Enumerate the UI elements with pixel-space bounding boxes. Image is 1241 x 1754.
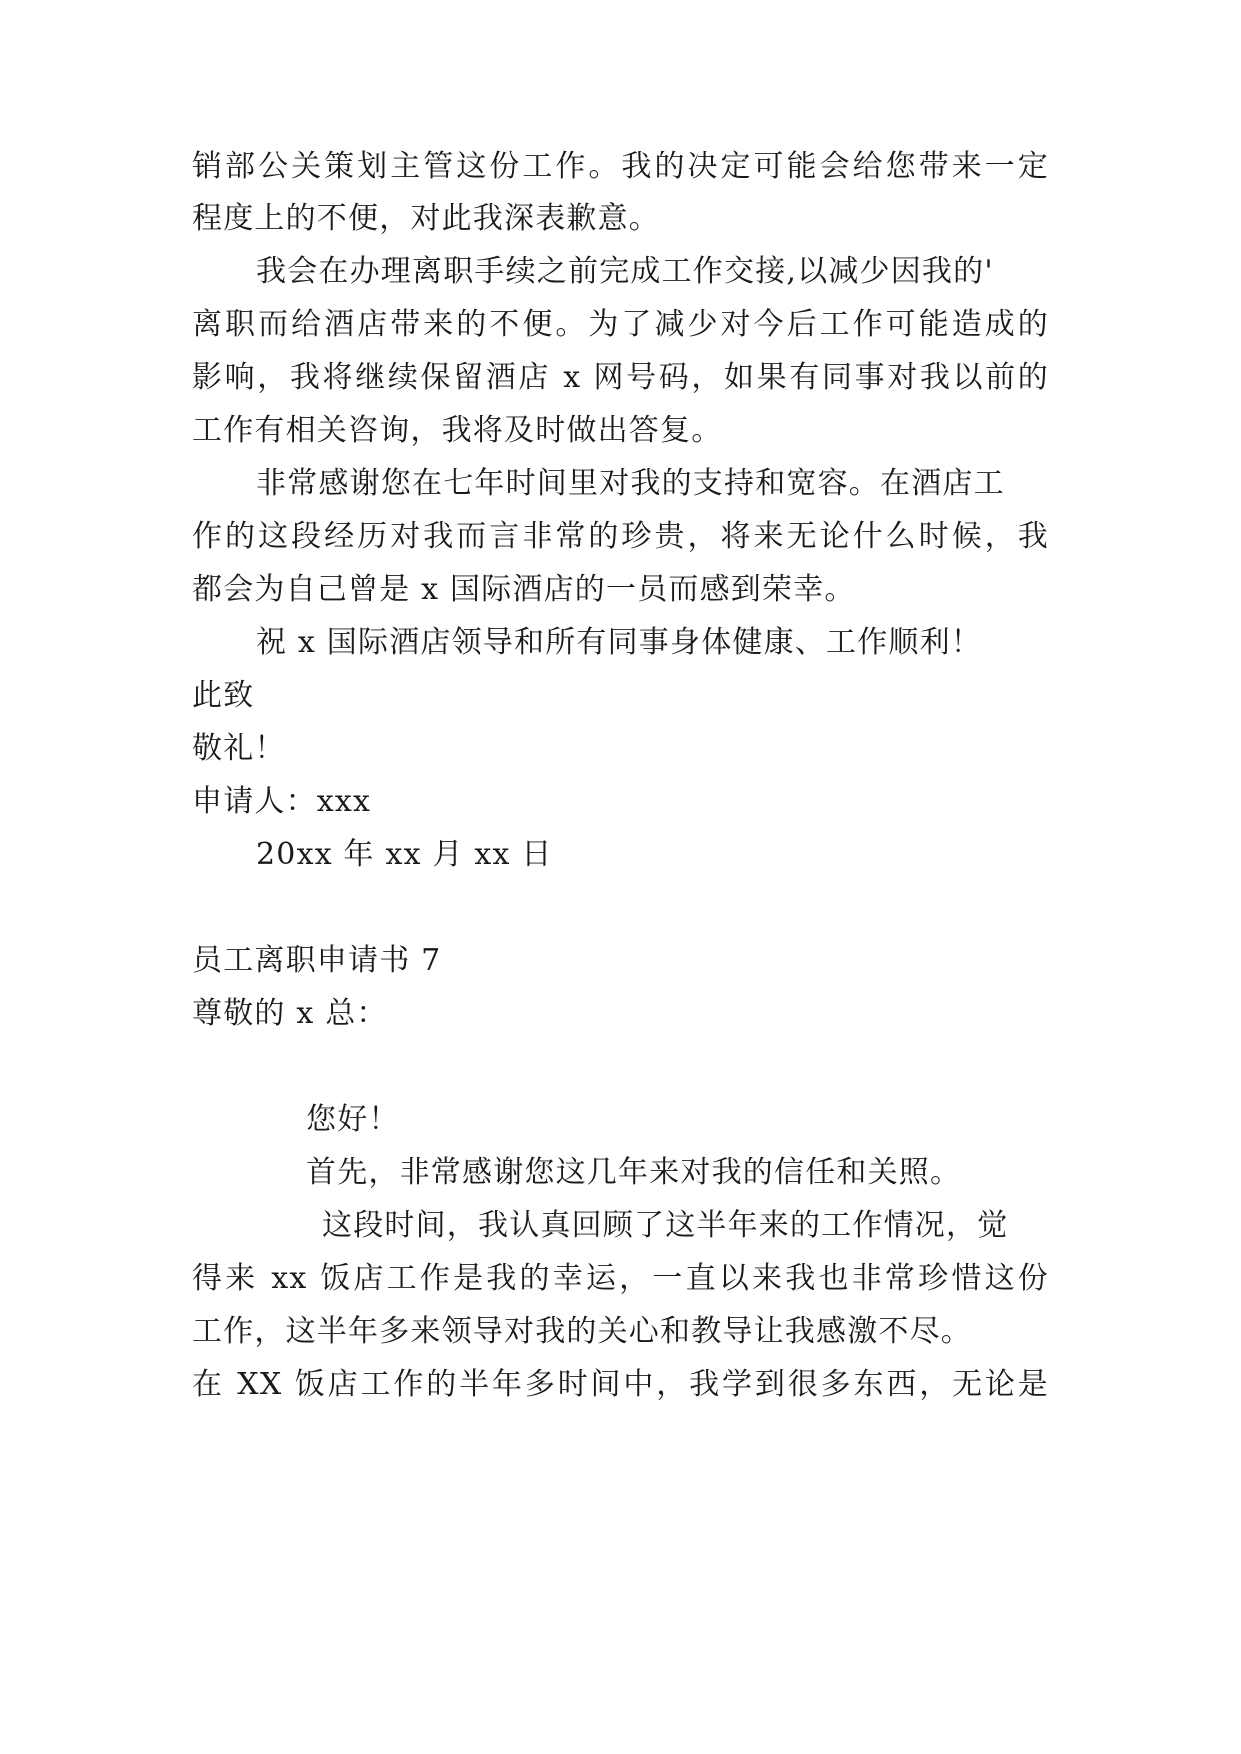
text-line-review: 这段时间，我认真回顾了这半年来的工作情况，觉 bbox=[322, 1208, 1009, 1243]
applicant-signature: 申请人：xxx bbox=[192, 784, 372, 819]
text-line-7: 非常感谢您在七年时间里对我的支持和宽容。在酒店工 bbox=[256, 466, 1005, 501]
letter-greeting: 尊敬的 x 总： bbox=[192, 996, 388, 1031]
text-line-9: 都会为自己曾是 x 国际酒店的一员而感到荣幸。 bbox=[192, 572, 856, 607]
text-line-3: 我会在办理离职手续之前完成工作交接,以减少因我的' bbox=[256, 254, 994, 289]
text-line-5: 影响，我将继续保留酒店 x 网号码，如果有同事对我以前的 bbox=[192, 360, 1049, 395]
text-line-thanks: 首先，非常感谢您这几年来对我的信任和关照。 bbox=[306, 1155, 962, 1190]
letter-date: 20xx 年 xx 月 xx 日 bbox=[256, 837, 553, 872]
text-line-2: 程度上的不便，对此我深表歉意。 bbox=[192, 201, 660, 236]
text-line-1: 销部公关策划主管这份工作。我的决定可能会给您带来一定 bbox=[192, 149, 1049, 184]
text-line-gratitude: 工作，这半年多来领导对我的关心和教导让我感激不尽。 bbox=[192, 1314, 972, 1349]
text-line-8: 作的这段经历对我而言非常的珍贵，将来无论什么时候，我 bbox=[192, 519, 1049, 554]
closing-regards: 敬礼！ bbox=[192, 731, 286, 766]
text-line-fortune: 得来 xx 饭店工作是我的幸运，一直以来我也非常珍惜这份 bbox=[192, 1261, 1049, 1296]
text-line-10: 祝 x 国际酒店领导和所有同事身体健康、工作顺利！ bbox=[256, 625, 982, 660]
text-line-learning: 在 XX 饭店工作的半年多时间中，我学到很多东西，无论是 bbox=[192, 1367, 1049, 1402]
closing-salutation: 此致 bbox=[192, 678, 255, 713]
text-line-4: 离职而给酒店带来的不便。为了减少对今后工作可能造成的 bbox=[192, 307, 1049, 342]
text-line-hello: 您好！ bbox=[306, 1102, 400, 1137]
text-line-6: 工作有相关咨询，我将及时做出答复。 bbox=[192, 413, 723, 448]
section-title: 员工离职申请书 7 bbox=[192, 943, 442, 978]
